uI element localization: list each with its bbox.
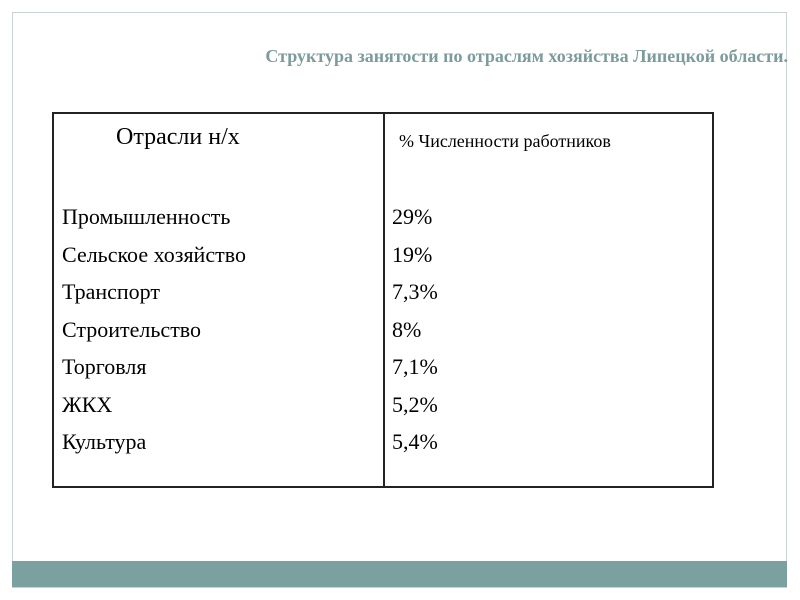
- header-share: % Численности работников: [399, 131, 611, 151]
- share-cell: 19%: [392, 241, 433, 267]
- industry-cell: Промышленность: [62, 204, 231, 229]
- industry-list: [62, 198, 246, 461]
- industry-cell: Торговля: [62, 354, 147, 379]
- share-list: [392, 198, 438, 461]
- industry-cell: Культура: [62, 429, 147, 454]
- header-industry: Отрасли н/х: [116, 124, 240, 150]
- footer-band: [12, 561, 787, 587]
- slide-title: Структура занятости по отраслям хозяйства Липецкой области.: [265, 46, 788, 66]
- industry-cell: Транспорт: [62, 279, 161, 304]
- share-cell: 5,2%: [392, 391, 438, 417]
- industry-cell: Сельское хозяйство: [62, 241, 246, 267]
- share-cell: 7,3%: [392, 279, 438, 304]
- industry-cell: ЖКХ: [62, 391, 113, 417]
- share-cell: 8%: [392, 316, 422, 342]
- industry-cell: Строительство: [62, 316, 202, 342]
- share-cell: 7,1%: [392, 354, 438, 379]
- column-divider: [383, 112, 385, 488]
- share-cell: 29%: [392, 204, 433, 229]
- share-cell: 5,4%: [392, 429, 438, 454]
